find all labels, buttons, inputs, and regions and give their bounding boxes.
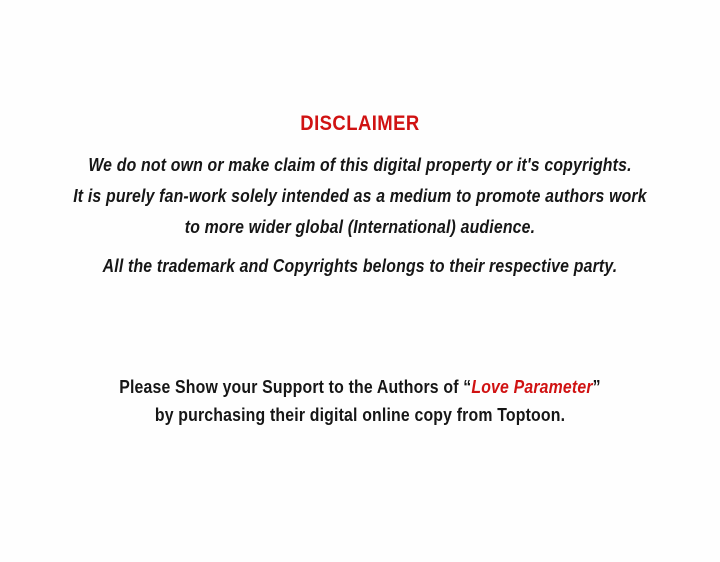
support-line-suffix: ” <box>592 377 601 397</box>
disclaimer-title: DISCLAIMER <box>300 112 420 135</box>
disclaimer-line-3: to more wider global (International) audience. <box>184 217 536 237</box>
support-line-prefix: Please Show your Support to the Authors of “ <box>119 377 472 397</box>
support-line-1 <box>43 377 677 398</box>
series-title: Love Parameter <box>471 377 593 397</box>
support-line-2: by purchasing their digital online copy from Toptoon. <box>154 405 566 425</box>
trademark-line: All the trademark and Copyrights belongs to their respective party. <box>102 256 618 276</box>
disclaimer-line-1: We do not own or make claim of this digital property or it's copyrights. <box>88 155 632 175</box>
disclaimer-line-2: It is purely fan-work solely intended as a medium to promote authors work <box>73 186 647 206</box>
